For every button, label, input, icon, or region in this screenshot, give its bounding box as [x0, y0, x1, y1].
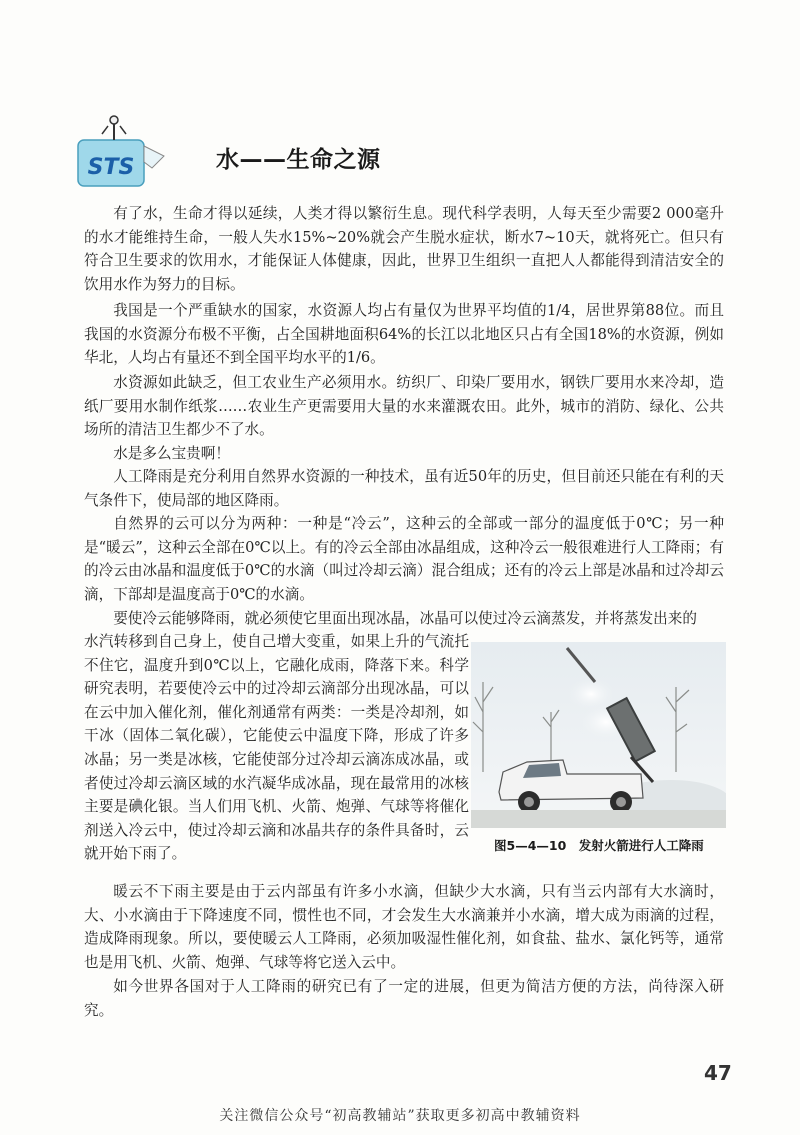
page-number: 47: [704, 1061, 732, 1085]
sts-logo: [74, 112, 168, 192]
svg-text:STS: STS: [87, 155, 135, 180]
paragraph-9: 如今世界各国对于人工降雨的研究已有了一定的进展，但更为简洁方便的方法，尚待深入研究。: [84, 978, 724, 1019]
paragraph-4: 水是多么宝贵啊！: [113, 445, 230, 462]
paragraph-5: 人工降雨是充分利用自然界水资源的一种技术，虽有近50年的历史，但目前还只能在有利的天气条件下，使局部的地区降雨。: [84, 468, 724, 509]
paragraph-8: 暖云不下雨主要是由于云内部虽有许多小水滴，但缺少大水滴，只有当云内部有大水滴时，大、小水滴由于下降速度不同，惯性也不同，才会发生大水滴兼并小水滴，增大成为雨滴的过程，造成降雨现象。所以，要使暖云人工降雨，必须加吸湿性催化剂，如食盐、盐水、氯化钙等，通常也是用飞机、火箭、炮弹、气球等将它送入云中。: [84, 883, 724, 971]
section-title: 水——生命之源: [216, 147, 381, 173]
rocket-launch-photo: [471, 642, 726, 828]
paragraph-7-continued: 水汽转移到自己身上，使自己增大变重，如果上升的气流托不住它，温度升到0℃以上，它融化成雨，降落下来。科学研究表明，若要使冷云中的过冷却云滴部分出现冰晶，可以在云中加入催化剂，催化剂通常有两类：一类是冷却剂，如干冰（固体二氧化碳），它能使云中温度下降，形成了许多冰晶；另一类是冰核，它能使部分过冷却云滴冻成冰晶，或者使过冷却云滴区域的水汽凝华成冰晶，现在最常用的冰核主要是碘化银。当人们用飞机、火箭、炮弹、气球等将催化剂送入冷云中，使过冷却云滴和冰晶共存的条件具备时，云就开始下雨了。: [84, 633, 469, 863]
paragraph-2: 我国是一个严重缺水的国家，水资源人均占有量仅为世界平均值的1/4，居世界第88位。而且我国的水资源分布极不平衡，占全国耕地面积64%的长江以北地区只占有全国18%的水资源，例如华北，人均占有量还不到全国平均水平的1/6。: [84, 302, 724, 367]
footer-note: 关注微信公众号“初高教辅站”获取更多初高中教辅资料: [219, 1108, 581, 1124]
paragraph-1: 有了水，生命才得以延续，人类才得以繁衍生息。现代科学表明，人每天至少需要2 000毫升的水才能维持生命，一般人失水15%~20%就会产生脱水症状，断水7~10天，就将死亡。但只有符合卫生要求的饮用水，才能保证人体健康，因此，世界卫生组织一直把人人都能得到清洁安全的饮用水作为努力的目标。: [84, 205, 724, 293]
paragraph-7: 要使冷云能够降雨，就必须使它里面出现冰晶，冰晶可以使过冷云滴蒸发，并将蒸发出来的: [113, 610, 697, 627]
paragraph-3: 水资源如此缺乏，但工农业生产必须用水。纺织厂、印染厂要用水，钢铁厂要用水来冷却，造纸厂要用水制作纸浆……农业生产更需要用大量的水来灌溉农田。此外，城市的消防、绿化、公共场所的清洁卫生都少不了水。: [84, 374, 724, 439]
paragraph-6: 自然界的云可以分为两种：一种是“冷云”，这种云的全部或一部分的温度低于0℃；另一种是“暖云”，这种云全部在0℃以上。有的冷云全部由冰晶组成，这种冷云一般很难进行人工降雨；有的冷云由冰晶和温度低于0℃的水滴（叫过冷却云滴）混合组成；还有的冷云上部是冰晶和过冷却云滴，下部却是温度高于0℃的水滴。: [84, 515, 724, 603]
figure-caption: 图5—4—10 发射火箭进行人工降雨: [494, 838, 704, 853]
